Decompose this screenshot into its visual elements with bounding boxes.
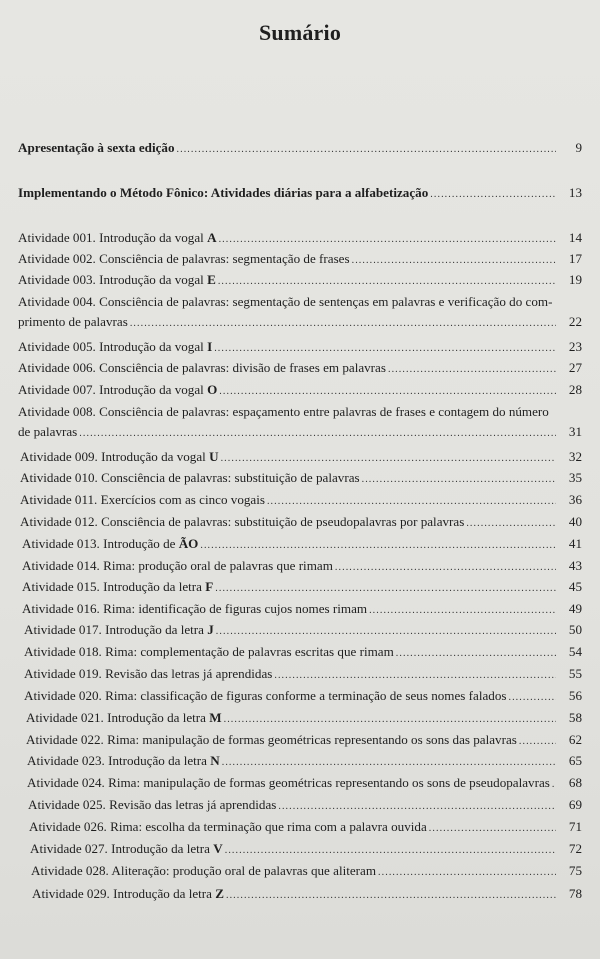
toc-entry-line — [28, 795, 582, 815]
dot-leader — [177, 140, 557, 160]
toc-page-number: 55 — [568, 666, 582, 681]
toc-entry-line — [18, 358, 582, 378]
toc-entry-label: Implementando o Método Fônico: Atividades diárias para a alfabetização — [18, 185, 429, 200]
toc-entry-label — [32, 884, 224, 904]
toc-entry-activity — [20, 512, 582, 532]
toc-entry-text: Atividade 014. Rima: produção oral de palavras que rimam — [22, 558, 333, 573]
toc-entry-label — [20, 490, 265, 510]
toc-page-number: 36 — [568, 492, 582, 507]
toc-entry-line — [26, 730, 582, 750]
toc-entry-label — [29, 817, 427, 837]
toc-entry-label — [22, 556, 333, 576]
toc-entry-activity — [27, 751, 582, 771]
toc-entry-line — [20, 512, 582, 532]
toc-entry-activity — [26, 730, 582, 750]
toc-entry-line — [24, 664, 582, 684]
toc-entry-activity — [22, 599, 582, 619]
toc-entry-letter: I — [207, 339, 213, 354]
dot-leader — [130, 314, 556, 334]
toc-entry-line — [18, 312, 582, 332]
toc-entry-line — [24, 686, 582, 706]
toc-entry-text: Atividade 016. Rima: identificação de figuras cujos nomes rimam — [22, 601, 368, 616]
dot-leader — [79, 424, 556, 444]
toc-entry-line — [27, 773, 582, 793]
toc-entry-line — [27, 751, 582, 771]
toc-entry-letter: ÃO — [178, 536, 199, 551]
toc-page-number: 75 — [568, 863, 582, 878]
toc-entry-activity — [18, 270, 582, 290]
dot-leader — [519, 732, 556, 752]
toc-entry-label — [27, 773, 550, 793]
toc-entry-label — [24, 664, 272, 684]
toc-entry-activity — [24, 620, 582, 640]
toc-entry-presentation — [18, 138, 582, 158]
toc-entry-activity — [28, 795, 582, 815]
toc-entry-activity — [31, 861, 582, 881]
dot-leader — [508, 688, 556, 708]
toc-entry-letter: E — [207, 272, 216, 287]
dot-leader — [226, 886, 556, 906]
toc-page-number: 72 — [568, 841, 582, 856]
toc-entry-label-line: Atividade 008. Consciência de palavras: espaçamento entre palavras de frases e contagem do número — [18, 404, 549, 419]
toc-entry-line — [22, 577, 582, 597]
toc-entry-text: Atividade 023. Introdução da letra — [27, 753, 211, 768]
toc-page-number: 69 — [568, 797, 582, 812]
toc-entry-text: Atividade 006. Consciência de palavras: divisão de frases em palavras — [18, 360, 386, 375]
toc-entry-letter: F — [205, 579, 214, 594]
toc-entry-text: Atividade 010. Consciência de palavras: substituição de palavras — [20, 470, 360, 485]
toc-entry-line — [24, 642, 582, 662]
toc-page-number: 58 — [568, 710, 582, 725]
dot-leader — [388, 360, 556, 380]
toc-page-number: 23 — [568, 339, 582, 354]
dot-leader — [219, 382, 556, 402]
toc-entry-label — [20, 468, 360, 488]
toc-entry-line — [18, 249, 582, 269]
toc-page-number: 13 — [568, 185, 582, 200]
toc-entry-text: Atividade 001. Introdução da vogal — [18, 230, 208, 245]
toc-entry-activity — [18, 292, 582, 332]
toc-entry-letter: A — [207, 230, 217, 245]
toc-entry-activity — [22, 534, 582, 554]
toc-entry-activity — [20, 490, 582, 510]
toc-entry-activity — [27, 773, 582, 793]
toc-entry-text: Atividade 005. Introdução da vogal — [18, 339, 208, 354]
toc-entry-activity — [18, 358, 582, 378]
toc-entry-text: Atividade 011. Exercícios com as cinco vogais — [20, 492, 265, 507]
toc-entry-activity — [22, 556, 582, 576]
toc-entry-label — [26, 730, 517, 750]
toc-entry-text: primento de palavras — [18, 314, 128, 329]
toc-page-number: 40 — [568, 514, 582, 529]
toc-entry-label — [18, 270, 216, 290]
dot-leader — [222, 753, 556, 773]
dot-leader — [369, 601, 556, 621]
toc-entry-text: Atividade 027. Introdução da letra — [30, 841, 214, 856]
toc-entry-text: Atividade 003. Introdução da vogal — [18, 272, 208, 287]
toc-entry-letter: M — [209, 710, 222, 725]
toc-page-number: 35 — [568, 470, 582, 485]
toc-page-number: 49 — [568, 601, 582, 616]
dot-leader — [219, 230, 556, 250]
toc-page-number: 41 — [568, 536, 582, 551]
toc-entry-label — [24, 642, 394, 662]
toc-entry-line — [32, 884, 582, 904]
dot-leader — [221, 449, 556, 469]
page-title: Sumário — [258, 20, 342, 45]
toc-entry-label — [27, 751, 220, 771]
toc-entry-label — [18, 358, 386, 378]
toc-entry-activity — [24, 686, 582, 706]
toc-entry-line — [18, 337, 582, 357]
toc-entry-text: Atividade 029. Introdução da letra — [32, 886, 216, 901]
toc-entry-text: Atividade 012. Consciência de palavras: substituição de pseudopalavras por palavras — [20, 514, 465, 529]
toc-page-number: 65 — [568, 753, 582, 768]
toc-entry-activity — [20, 447, 582, 467]
toc-page-number: 17 — [568, 251, 582, 266]
toc-page-number: 78 — [568, 886, 582, 901]
toc-entry-line — [26, 708, 582, 728]
dot-leader — [224, 710, 556, 730]
toc-entry-label — [18, 249, 350, 269]
toc-entry-text: Atividade 026. Rima: escolha da terminação que rima com a palavra ouvida — [29, 819, 427, 834]
toc-entry-line — [20, 490, 582, 510]
dot-leader — [216, 622, 556, 642]
toc-entry-text: Atividade 017. Introdução da letra — [24, 622, 208, 637]
toc-entry-text: Atividade 022. Rima: manipulação de formas geométricas representando os sons das palavras — [26, 732, 517, 747]
toc-entry-activity — [24, 642, 582, 662]
dot-leader — [335, 558, 556, 578]
toc-entry-label — [18, 380, 217, 400]
dot-leader — [429, 819, 556, 839]
toc-entry-line — [18, 270, 582, 290]
toc-entry-label — [28, 795, 276, 815]
dot-leader — [218, 272, 556, 292]
dot-leader — [214, 339, 556, 359]
toc-page-number: 43 — [568, 558, 582, 573]
toc-entry-text: Atividade 024. Rima: manipulação de formas geométricas representando os sons de pseudopalavras — [27, 775, 550, 790]
dot-leader — [362, 470, 556, 490]
toc-entry-line — [22, 556, 582, 576]
toc-entry-line — [30, 839, 582, 859]
toc-page-number: 31 — [568, 424, 582, 439]
toc-entry-label — [31, 861, 376, 881]
toc-entry-text: Atividade 020. Rima: classificação de figuras conforme a terminação de seus nomes falados — [24, 688, 507, 703]
toc-entry-line — [20, 468, 582, 488]
toc-entry-label — [20, 447, 219, 467]
toc-entry-label — [18, 312, 128, 332]
dot-leader — [215, 579, 556, 599]
toc-entry-label — [22, 599, 367, 619]
toc-entry-label — [26, 708, 222, 728]
toc-entry-label — [24, 620, 214, 640]
dot-leader — [552, 775, 556, 795]
toc-page-number: 14 — [568, 230, 582, 245]
toc-page-number: 68 — [568, 775, 582, 790]
toc-entry-text: Atividade 019. Revisão das letras já aprendidas — [24, 666, 273, 681]
toc-entry-line — [18, 228, 582, 248]
dot-leader — [267, 492, 556, 512]
toc-page-number: 22 — [568, 314, 582, 329]
toc-entry-line — [18, 422, 582, 442]
toc-page-number: 9 — [575, 140, 582, 155]
toc-entry-line — [29, 817, 582, 837]
toc-entry-label — [18, 422, 77, 442]
dot-leader — [274, 666, 556, 686]
toc-page-number: 32 — [568, 449, 582, 464]
toc-entry-label — [22, 534, 198, 554]
toc-page-number: 56 — [568, 688, 582, 703]
toc-entry-text: Atividade 028. Aliteração: produção oral de palavras que aliteram — [31, 863, 377, 878]
toc-entry-label — [24, 686, 506, 706]
toc-entry-activity — [24, 664, 582, 684]
toc-entry-label — [22, 577, 213, 597]
dot-leader — [396, 644, 556, 664]
toc-entry-activity — [18, 402, 582, 442]
dot-leader — [466, 514, 556, 534]
toc-entry-activity — [18, 228, 582, 248]
toc-entry-line — [20, 447, 582, 467]
toc-entry-text: Atividade 002. Consciência de palavras: segmentação de frases — [18, 251, 350, 266]
toc-page-number: 45 — [568, 579, 582, 594]
toc-page-number: 50 — [568, 622, 582, 637]
dot-leader — [225, 841, 556, 861]
dot-leader — [378, 863, 556, 883]
toc-entry-line — [24, 620, 582, 640]
toc-entry-line — [18, 380, 582, 400]
dot-leader — [352, 251, 556, 271]
toc-entry-letter: N — [210, 753, 220, 768]
toc-entry-activity — [20, 468, 582, 488]
toc-entry-line — [22, 534, 582, 554]
toc-entry-phonics-method — [18, 183, 582, 203]
toc-entry-label-line: Atividade 004. Consciência de palavras: segmentação de sentenças em palavras e verificação do com- — [18, 294, 553, 309]
toc-entry-text: de palavras — [18, 424, 78, 439]
toc-entry-text: Atividade 009. Introdução da vogal — [20, 449, 210, 464]
toc-page-number: 54 — [568, 644, 582, 659]
toc-entry-activity — [32, 884, 582, 904]
toc-entry-letter: O — [207, 382, 218, 397]
toc-entry-text: Atividade 018. Rima: complementação de palavras escritas que rimam — [24, 644, 394, 659]
toc-page-number: 71 — [568, 819, 582, 834]
toc-page-number: 28 — [568, 382, 582, 397]
toc-entry-letter: V — [213, 841, 223, 856]
toc-entry-activity — [30, 839, 582, 859]
toc-entry-line — [22, 599, 582, 619]
toc-entry-line — [31, 861, 582, 881]
toc-entry-activity — [26, 708, 582, 728]
toc-entry-letter: Z — [215, 886, 224, 901]
toc-entry-label — [18, 337, 212, 357]
toc-entry-text: Atividade 013. Introdução de — [22, 536, 179, 551]
toc-entry-label: Apresentação à sexta edição — [18, 140, 175, 155]
toc-page-number: 27 — [568, 360, 582, 375]
toc-entry-activity — [18, 249, 582, 269]
toc-entry-activity — [18, 337, 582, 357]
toc-entry-text: Atividade 015. Introdução da letra — [22, 579, 206, 594]
toc-entry-letter: U — [209, 449, 219, 464]
dot-leader — [430, 185, 556, 205]
toc-entry-text: Atividade 007. Introdução da vogal — [18, 382, 208, 397]
toc-entry-letter: J — [207, 622, 214, 637]
toc-entry-label — [18, 228, 217, 248]
toc-page-number: 62 — [568, 732, 582, 747]
toc-page-number: 19 — [568, 272, 582, 287]
toc-entry-text: Atividade 021. Introdução da letra — [26, 710, 210, 725]
dot-leader — [278, 797, 556, 817]
toc-entry-text: Atividade 025. Revisão das letras já aprendidas — [28, 797, 277, 812]
dot-leader — [200, 536, 556, 556]
toc-entry-label — [30, 839, 223, 859]
toc-entry-activity — [22, 577, 582, 597]
toc-entry-activity — [29, 817, 582, 837]
toc-entry-activity — [18, 380, 582, 400]
toc-entry-label — [20, 512, 464, 532]
